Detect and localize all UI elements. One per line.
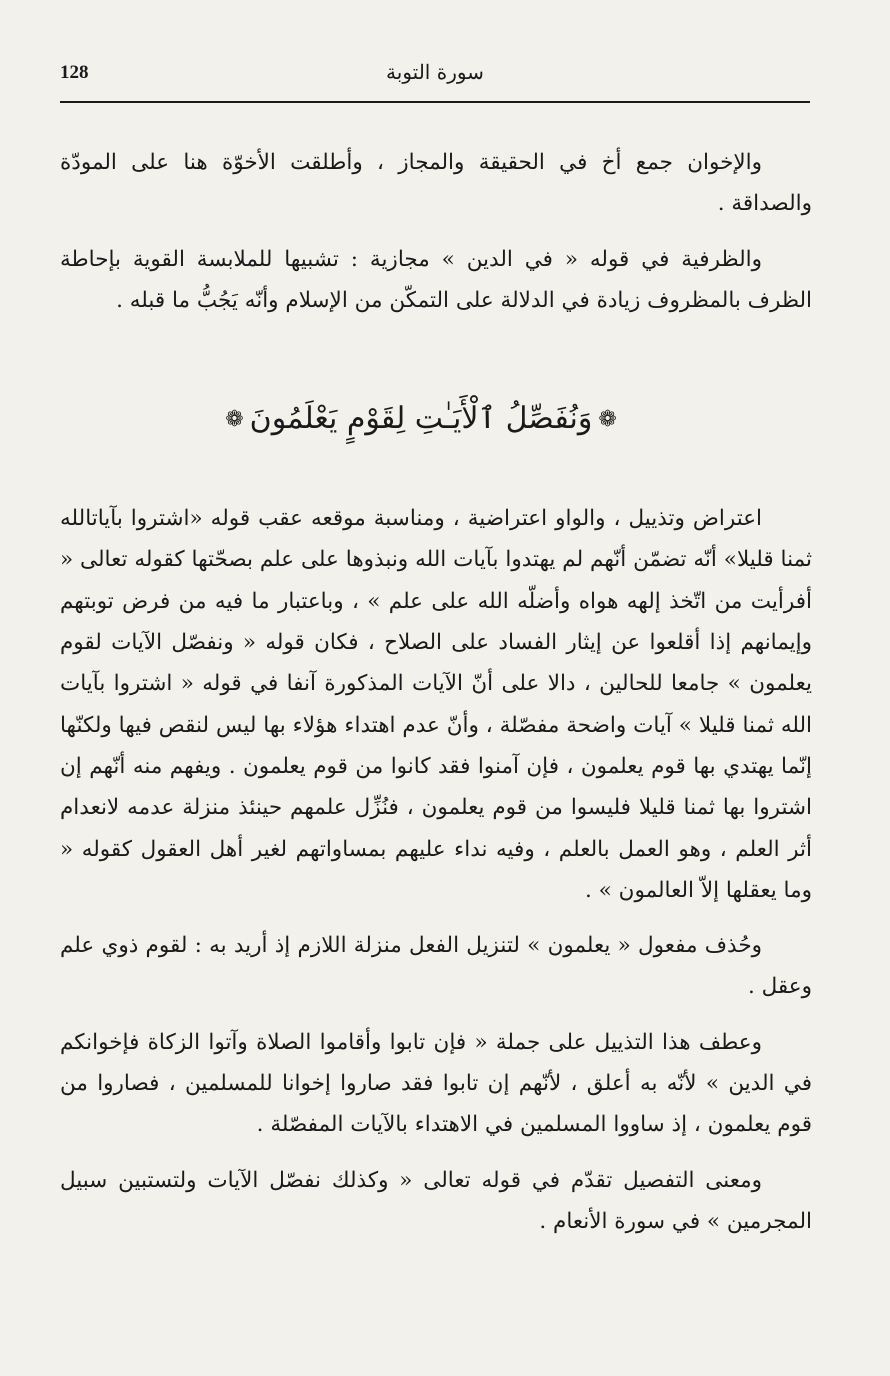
paragraph-conjunction: وعطف هذا التذييل على جملة « فإن تابوا وأقاموا الصلاة وآتوا الزكاة فإخوانكم في الدين » لأنّه به أعلق ، لأنّهم إن تابوا فقد صاروا إخوانا للمسلمين ، فصاروا من قوم يعلمون ، إذ ساووا المسلمين في الاهتداء بالآيات المفصّلة . bbox=[60, 1029, 812, 1138]
page-body bbox=[60, 142, 812, 1242]
verse-ornament-icon: ❁ bbox=[225, 407, 244, 433]
verse-gap bbox=[60, 448, 812, 498]
paragraph-commentary: اعتراض وتذييل ، والواو اعتراضية ، ومناسبة موقعه عقب قوله «اشتروا بآياتالله ثمنا قليلا» أنّه تضمّن أنّهم لم يهتدوا بآيات الله ونبذوها على علم بصحّتها كقوله تعالى « أفرأيت من اتّخذ إلهه هواه وأضلّه الله على علم » ، وباعتبار ما فيه من فرض توبتهم وإيمانهم إذا أقلعوا عن إيثار الفساد على الصلاح ، فكان قوله « ونفصّل الآيات لقوم يعلمون » جامعا للحالين ، دالا على أنّ الآيات المذكورة آنفا في قوله « اشتروا بآيات الله ثمنا قليلا » آيات واضحة مفصّلة ، وأنّ عدم اهتداء هؤلاء بها ليس لنقص فيها ولكنّها إنّما يهتدي بها قوم يعلمون ، فإن آمنوا فقد كانوا من قوم يعلمون . ويفهم منه أنّهم إن اشتروا بها ثمنا قليلا فليسوا من قوم يعلمون ، فنُزِّل علمهم حينئذ منزلة عدمه لانعدام أثر العلم ، وهو العمل بالعلم ، وفيه نداء عليهم بمساواتهم لغير أهل العقول كقوله « وما يعقلها إلاّ العالمون » . bbox=[60, 506, 812, 903]
paragraph-gap bbox=[60, 1146, 812, 1160]
page-number: 128 bbox=[60, 62, 89, 83]
paragraph-detailing: ومعنى التفصيل تقدّم في قوله تعالى « وكذلك نفصّل الآيات ولتستبين سبيل المجرمين » في سورة الأنعام . bbox=[60, 1167, 812, 1234]
paragraph-omitted-object: وحُذف مفعول « يعلمون » لتنزيل الفعل منزلة اللازم إذ أريد به : لقوم ذوي علم وعقل . bbox=[60, 933, 812, 1000]
paragraph-gap bbox=[60, 1008, 812, 1022]
header-rule bbox=[60, 101, 810, 103]
paragraph-gap bbox=[60, 911, 812, 925]
paragraph-brotherhood: والإخوان جمع أخ في الحقيقة والمجاز ، وأطلقت الأخوّة هنا على المودّة والصداقة . bbox=[60, 150, 812, 217]
paragraph-gap bbox=[60, 225, 812, 239]
verse-gap bbox=[60, 321, 812, 391]
quran-verse bbox=[60, 391, 812, 448]
page-header bbox=[60, 58, 810, 102]
running-title: سورة التوبة bbox=[386, 60, 484, 84]
verse-ornament-icon: ❁ bbox=[598, 407, 617, 433]
paragraph-adverbial: والظرفية في قوله « في الدين » مجازية : تشبيها للملابسة القوية بإحاطة الظرف بالمظروف زيادة في الدلالة على التمكّن من الإسلام وأنّه يَجُبُّ ما قبله . bbox=[60, 246, 812, 313]
verse-text: وَنُفَصِّلُ ٱلْأَيَـٰتِ لِقَوْمٍ يَعْلَمُونَ bbox=[249, 401, 593, 437]
